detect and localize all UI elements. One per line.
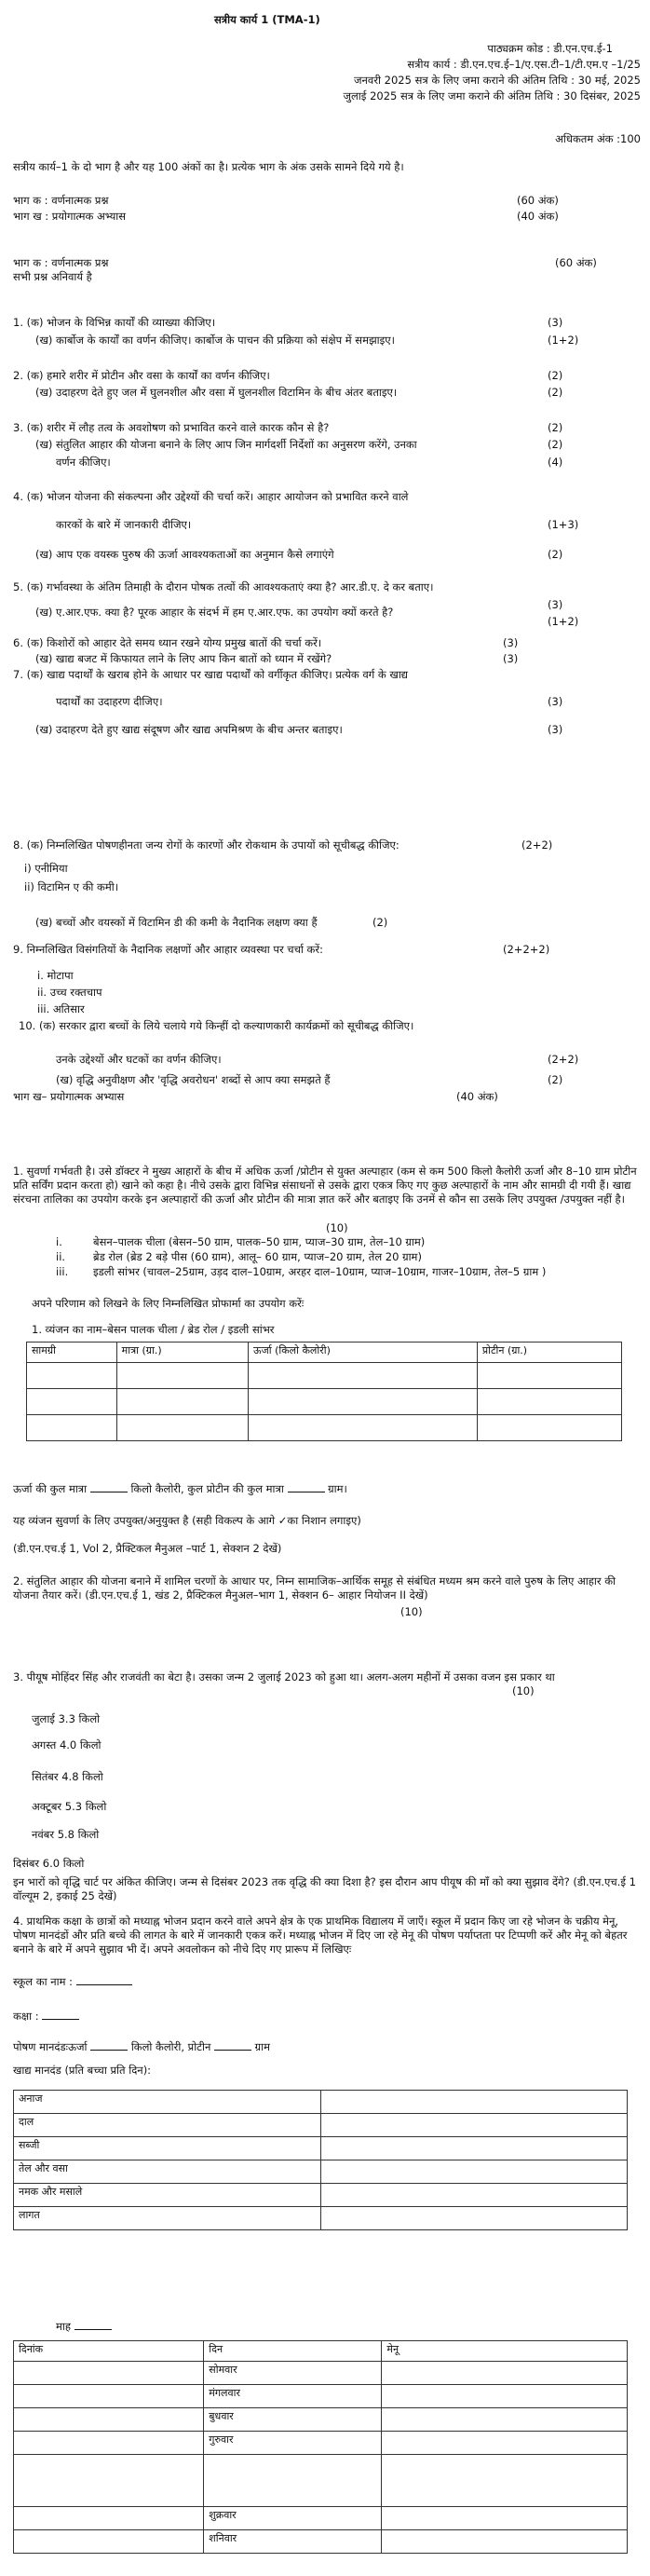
table-cell[interactable] (27, 1389, 117, 1415)
food-row-label: दाल (14, 2114, 321, 2137)
class-blank[interactable] (42, 2010, 79, 2020)
menu-cell[interactable] (382, 2408, 628, 2432)
food-row-label: लागत (14, 2207, 321, 2230)
q1-item-i-num: i. (56, 1235, 62, 1248)
table-header: सामग्री (27, 1343, 117, 1363)
menu-cell[interactable] (382, 2385, 628, 2408)
question-line: 3. (क) शरीर में लौह तत्व के अवशोषण को प्रभावित करने वाले कारक कौन से है? (13, 421, 330, 434)
month-blank[interactable] (74, 2320, 112, 2330)
question-line: 2. (क) हमारे शरीर में प्रोटीन और वसा के कार्यों का वर्णन कीजिए। (13, 369, 270, 382)
energy-norm-blank[interactable] (90, 2040, 128, 2051)
menu-date[interactable] (14, 2362, 204, 2385)
food-row-label: नमक और मसाले (14, 2184, 321, 2207)
q2-text: 2. संतुलित आहार की योजना बनाने में शामिल चरणों के आधार पर, निम्न सामाजिक–आर्थिक समूह से संबंधित मध्यम श्रम करने वाले पुरुष के लिए आहार की योजना तैयार करें। (डी.एन.एच.ई 1, खंड 2, प्रैक्टिकल मैनुअल–भाग 1, सेक्शन 6– आहार नियोजन II देखें) (13, 1574, 616, 1601)
q1-item-iii-num: iii. (56, 1265, 69, 1278)
question-line: 8. (क) निम्नलिखित पोषणहीनता जन्य रोगों के कारणों और रोकथाम के उपायों को सूचीबद्ध कीजिए: (13, 838, 399, 852)
question-marks: (2) (548, 386, 563, 399)
question-marks: (1+2) (548, 334, 579, 347)
question-marks: (2) (548, 548, 563, 561)
table-cell[interactable] (248, 1363, 477, 1389)
table-cell[interactable] (27, 1415, 117, 1441)
question-line: (ख) उदाहरण देते हुए जल में घुलनशील और वसा में घुलनशील विटामिन के बीच अंतर बताइए। (35, 386, 398, 399)
nutrient-table (26, 1342, 622, 1441)
question-line: पदार्थों का उदाहरण दीजिए। (56, 695, 163, 708)
question-marks: (1+2) (548, 615, 579, 628)
q1-text: 1. सुवर्णा गर्भवती है। उसे डॉक्टर ने मुख्य आहारों के बीच में अधिक ऊर्जा /प्रोटीन से युक्त अल्पाहार (कम से कम 500 किलो कैलोरी ऊर्जा और 8–10 ग्राम प्रोटीन प्रति सर्विंग प्रदान करता हो) खाने को कहा है। नीचे उसके द्वारा विभिन्न संसाधनों से उसके द्वारा एकत्र किए गए कुछ अल्पाहारों के नाम और सामग्री दी गयी हैं। खाद्य संरचना तालिका का उपयोग करके इन अल्पाहारों की ऊर्जा और प्रोटीन की मात्रा ज्ञात करें और बताइए कि उनमें से कौन सा उसके लिए उपयुक्त /उपयुक्त नहीं है। (13, 1165, 637, 1206)
question-marks: (2) (372, 916, 388, 929)
question-marks: (3) (503, 636, 519, 649)
table-cell[interactable] (248, 1415, 477, 1441)
menu-cell[interactable] (382, 2530, 628, 2554)
question-marks: (3) (548, 598, 563, 611)
question-marks: (3) (548, 316, 563, 329)
q1-marks: (10) (326, 1221, 348, 1234)
part-b-label: भाग ख : प्रयोगात्मक अभ्यास (13, 210, 127, 223)
intro: सत्रीय कार्य–1 के दो भाग है और यह 100 अंकों का है। प्रत्येक भाग के अंक उसके सामने दिये गये है। (13, 160, 404, 173)
question-line: 9. निम्नलिखित विसंगतियों के नैदानिक लक्षणों और आहार व्यवस्था पर चर्चा करें: (13, 943, 323, 956)
q3-text: 3. पीयूष मोहिंदर सिंह और राजवंती का बेटा है। उसका जन्म 2 जुलाई 2023 को हुआ था। अलग-अलग महीनों में उसका वजन इस प्रकार था (13, 1670, 555, 1683)
part-a-note: सभी प्रश्न अनिवार्य है (13, 270, 92, 283)
question-line: (ख) वृद्धि अनुवीक्षण और 'वृद्धि अवरोधन' शब्दों से आप क्या समझते हैं (56, 1073, 331, 1086)
part-b-heading: भाग ख– प्रयोगात्मक अभ्यास (13, 1090, 125, 1103)
part-b-marks: (40 अंक) (517, 210, 559, 223)
q3-marks: (10) (512, 1684, 535, 1697)
food-row-value[interactable] (320, 2114, 628, 2137)
menu-date[interactable] (14, 2385, 204, 2408)
food-row-label: अनाज (14, 2091, 321, 2114)
table-cell[interactable] (477, 1415, 621, 1441)
menu-day: बुधवार (204, 2408, 382, 2432)
food-norms-table (13, 2090, 628, 2230)
school-name (13, 1975, 132, 1989)
protein-norm-blank[interactable] (214, 2040, 251, 2051)
question-line: वर्णन कीजिए। (56, 456, 111, 469)
menu-header: मेनू (382, 2341, 628, 2362)
question-line: (ख) उदाहरण देते हुए खाद्य संदूषण और खाद्य अपमिश्रण के बीच अन्तर बताइए। (35, 723, 343, 736)
question-line: i) एनीमिया (24, 862, 68, 875)
question-line: (ख) खाद्य बजट में किफायत लाने के लिए आप किन बातों को ध्यान में रखेंगे? (35, 652, 332, 665)
food-row-value[interactable] (320, 2137, 628, 2160)
menu-day: शनिवार (204, 2530, 382, 2554)
gram-label: ग्राम। (328, 1482, 347, 1495)
menu-cell[interactable] (382, 2432, 628, 2455)
question-marks: (2+2) (521, 838, 553, 852)
q3-after: इन भारों को वृद्धि चार्ट पर अंकित कीजिए। जन्म से दिसंबर 2023 तक वृद्धि की क्या दिशा है? इस दौरान आप पीयूष की माँ को क्या सुझाव देंगे? (डी.एन.एच.ई 1 वॉल्यूम 2, इकाई 25 देखें) (13, 1875, 636, 1902)
norms-kcal: किलो कैलोरी, प्रोटीन (130, 2040, 211, 2053)
part-a-marks: (60 अंक) (517, 194, 559, 207)
q1-item-iii: इडली सांभर (चावल–25ग्राम, उड़द दाल–10ग्राम, अरहर दाल–10ग्राम, प्याज–10ग्राम, गाजर–10ग्राम, तेल–5 ग्राम ) (93, 1265, 547, 1278)
menu-table (13, 2340, 628, 2554)
q1-suitable: यह व्यंजन सुवर्णा के लिए उपयुक्त/अनुयुक्त है (सही विकल्प के आगे ✓का निशान लगाइए) (13, 1514, 361, 1527)
norms-label: पोषण मानदंडःऊर्जा (13, 2040, 88, 2053)
question-line: उनके उद्देश्यों और घटकों का वर्णन कीजिए। (56, 1053, 222, 1066)
question-marks: (3) (503, 652, 519, 665)
jan-deadline: जनवरी 2025 सत्र के लिए जमा कराने की अंतिम तिथि : 30 मई, 2025 (354, 74, 641, 87)
table-header: प्रोटीन (ग्रा.) (477, 1343, 621, 1363)
table-cell[interactable] (27, 1363, 117, 1389)
table-cell[interactable] (477, 1363, 621, 1389)
menu-date[interactable] (14, 2507, 204, 2530)
menu-day (204, 2455, 382, 2507)
weight-aug: अगस्त 4.0 किलो (32, 1738, 102, 1751)
q1-item-i: बेसन–पालक चीला (बेसन–50 ग्राम, पालक–50 ग्राम, प्याज–30 ग्राम, तेल–10 ग्राम) (93, 1235, 426, 1248)
food-row-value[interactable] (320, 2091, 628, 2114)
question-line: ii. उच्च रक्तचाप (37, 986, 102, 999)
question-line: 1. (क) भोजन के विभिन्न कार्यों की व्याख्या कीजिए। (13, 316, 216, 329)
total-energy-label: ऊर्जा की कुल मात्रा (13, 1482, 88, 1495)
q2-marks: (10) (400, 1605, 423, 1618)
question-marks: (2) (548, 1073, 563, 1086)
question-line: ii) विटामिन ए की कमी। (24, 880, 119, 893)
food-row-value[interactable] (320, 2160, 628, 2184)
protein-blank[interactable] (288, 1482, 325, 1492)
question-line: i. मोटापा (37, 969, 74, 982)
menu-header: दिनांक (14, 2341, 204, 2362)
part-b-heading-marks: (40 अंक) (456, 1090, 498, 1103)
jul-deadline: जुलाई 2025 सत्र के लिए जमा कराने की अंतिम तिथि : 30 दिसंबर, 2025 (343, 89, 641, 102)
norms-gram: ग्राम (254, 2040, 270, 2053)
menu-day: गुरुवार (204, 2432, 382, 2455)
part-a-heading: भाग क : वर्णनात्मक प्रश्न (13, 256, 109, 269)
nutrition-norms (13, 2040, 270, 2054)
q4-text: 4. प्राथमिक कक्षा के छात्रों को मध्याह्न भोजन प्रदान करने वाले अपने क्षेत्र के एक प्राथमिक विद्यालय में जाएँ। स्कूल में प्रदान किए जा रहे भोजन के चक्रीय मेनू, पोषण मानदंडों और प्रति बच्चे की लागत के बारे में जानकारी एकत्र करें। मध्याह्न भोजन में दिए जा रहे मेनू की पोषण पर्याप्तता पर टिप्पणी करें और मेनू को बेहतर बनाने के बारे में अपने सुझाव भी दें। अपने अवलोकन को नीचे दिए गए प्रारूप में लिखिएः (13, 1915, 628, 1956)
menu-cell[interactable] (382, 2362, 628, 2385)
question-marks: (2) (548, 438, 563, 451)
table-cell[interactable] (116, 1363, 248, 1389)
food-row-label: सब्जी (14, 2137, 321, 2160)
q1-totals (13, 1482, 347, 1496)
question-line: कारकों के बारे में जानकारी दीजिए। (56, 518, 192, 531)
table-cell[interactable] (116, 1389, 248, 1415)
kcal-label: किलो कैलोरी, कुल प्रोटीन की कुल मात्रा (130, 1482, 284, 1495)
part-a-heading-marks: (60 अंक) (555, 256, 597, 269)
table-cell[interactable] (248, 1389, 477, 1415)
table-cell[interactable] (116, 1415, 248, 1441)
menu-day: मंगलवार (204, 2385, 382, 2408)
part-a-label: भाग क : वर्णनात्मक प्रश्न (13, 194, 109, 207)
question-line: (ख) ए.आर.एफ. क्या है? पूरक आहार के संदर्भ में हम ए.आर.एफ. का उपयोग क्यों करते है? (35, 606, 394, 619)
menu-header: दिन (204, 2341, 382, 2362)
q1-record: अपने परिणाम को लिखने के लिए निम्नलिखित प्रोफार्मा का उपयोग करेंः (32, 1297, 305, 1310)
question-marks: (2) (548, 369, 563, 382)
month-line (56, 2320, 112, 2334)
question-line: (ख) आप एक वयस्क पुरुष की ऊर्जा आवश्यकताओं का अनुमान कैसे लगाएंगे (35, 548, 334, 561)
weight-oct: अक्टूबर 5.3 किलो (32, 1800, 107, 1813)
question-marks: (2) (548, 421, 563, 434)
menu-date[interactable] (14, 2432, 204, 2455)
menu-day: शुक्रवार (204, 2507, 382, 2530)
menu-cell[interactable] (382, 2507, 628, 2530)
school-label: स्कूल का नाम : (13, 1975, 73, 1988)
weight-nov: नवंबर 5.8 किलो (32, 1828, 100, 1841)
menu-date[interactable] (14, 2408, 204, 2432)
q1-item-ii: ब्रेड रोल (ब्रेड 2 बड़े पीस (60 ग्राम), आलू– 60 ग्राम, प्याज–20 ग्राम, तेल 20 ग्राम) (93, 1250, 422, 1263)
question-marks: (3) (548, 695, 563, 708)
q1-dish: 1. व्यंजन का नाम–बेसन पालक चीला / ब्रेड रोल / इडली सांभर (32, 1323, 275, 1336)
food-row-value[interactable] (320, 2207, 628, 2230)
question-marks: (4) (548, 456, 563, 469)
food-row-label: तेल और वसा (14, 2160, 321, 2184)
menu-date[interactable] (14, 2530, 204, 2554)
question-line: 4. (क) भोजन योजना की संकल्पना और उद्देश्यों की चर्चा करें। आहार आयोजन को प्रभावित करने वाले (13, 490, 409, 503)
question-line: (ख) संतुलित आहार की योजना बनाने के लिए आप जिन मार्गदर्शी निर्देशों का अनुसरण करेंगे, उनका (35, 438, 417, 451)
menu-cell[interactable] (382, 2455, 628, 2507)
month-label: माह (56, 2320, 71, 2333)
class-line (13, 2010, 79, 2024)
assignment-code: सत्रीय कार्य : डी.एन.एच.ई–1/ए.एस.टी–1/टी.एम.ए –1/25 (407, 58, 641, 71)
weight-dec: दिसंबर 6.0 किलो (13, 1857, 85, 1870)
question-marks: (2+2) (548, 1053, 579, 1066)
class-label: कक्षा : (13, 2010, 39, 2023)
school-blank[interactable] (76, 1975, 132, 1985)
question-line: (ख) बच्चों और वयस्कों में विटामिन डी की कमी के नैदानिक लक्षण क्या हैं (35, 916, 318, 929)
menu-day: सोमवार (204, 2362, 382, 2385)
energy-blank[interactable] (90, 1482, 128, 1492)
max-marks: अधिकतम अंक :100 (555, 132, 641, 145)
document-title: सत्रीय कार्य 1 (TMA-1) (214, 13, 320, 26)
table-header: मात्रा (ग्रा.) (116, 1343, 248, 1363)
question-marks: (2+2+2) (503, 943, 550, 956)
menu-date[interactable] (14, 2455, 204, 2507)
question-line: 5. (क) गर्भावस्था के अंतिम तिमाही के दौरान पोषक तत्वों की आवश्यकताएं क्या है? आर.डी.ए. दे कर बताए। (13, 580, 434, 593)
food-row-value[interactable] (320, 2184, 628, 2207)
question-line: 7. (क) खाद्य पदार्थों के खराब होने के आधार पर खाद्य पदार्थों को वर्गीकृत कीजिए। प्रत्येक वर्ग के खाद्य (13, 668, 409, 681)
question-line: iii. अतिसार (37, 1002, 85, 1015)
question-marks: (3) (548, 723, 563, 736)
q1-ref: (डी.एन.एच.ई 1, Vol 2, प्रैक्टिकल मैनुअल –पार्ट 1, सेक्शन 2 देखें) (13, 1542, 282, 1555)
weight-jul: जुलाई 3.3 किलो (32, 1712, 101, 1725)
course-code: पाठ्यक्रम कोड : डी.एन.एच.ई-1 (487, 42, 613, 55)
table-header: ऊर्जा (किलो कैलोरी) (248, 1343, 477, 1363)
question-marks: (1+3) (548, 518, 579, 531)
table-cell[interactable] (477, 1389, 621, 1415)
question-line: (ख) कार्बोज के कार्यों का वर्णन कीजिए। कार्बोज के पाचन की प्रक्रिया को संक्षेप में समझाइए। (35, 334, 395, 347)
q1-item-ii-num: ii. (56, 1250, 66, 1263)
question-line: 6. (क) किशोरों को आहार देते समय ध्यान रखने योग्य प्रमुख बातों की चर्चा करें। (13, 636, 322, 649)
food-norms-title: खाद्य मानदंड (प्रति बच्चा प्रति दिन): (13, 2064, 152, 2077)
question-line: 10. (क) सरकार द्वारा बच्चों के लिये चलाये गये किन्हीं दो कल्याणकारी कार्यक्रमों को सूचीबद्ध कीजिए। (19, 1019, 414, 1032)
weight-sep: सितंबर 4.8 किलो (32, 1770, 103, 1783)
